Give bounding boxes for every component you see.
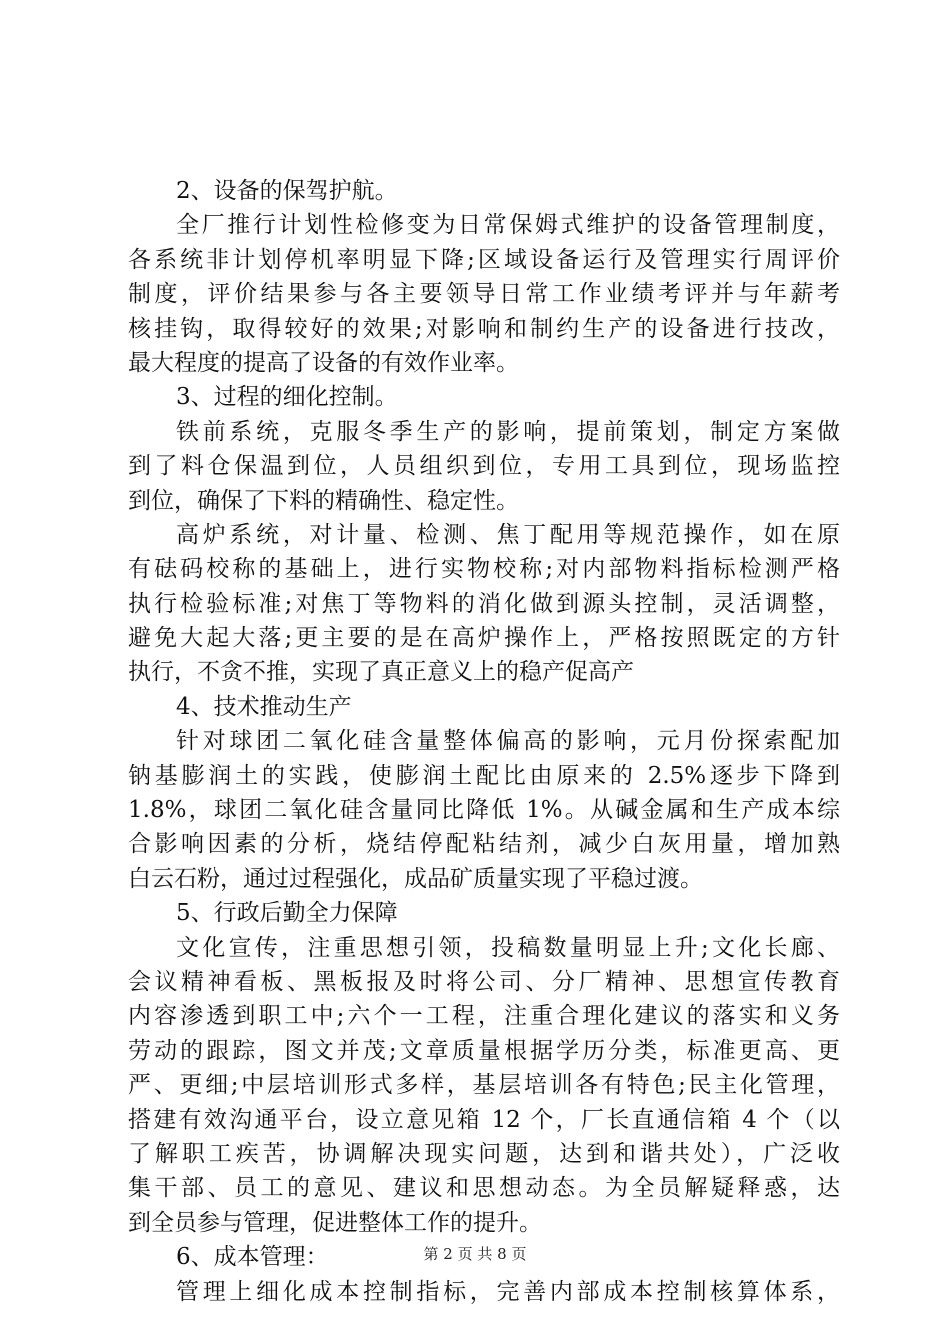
text-line: 4、技术推动生产 [176,693,352,720]
text-line: 执行检验标准;对焦丁等物料的消化做到源头控制，灵活调整， [128,590,840,617]
text-line: 劳动的跟踪，图文并茂;文章质量根据学历分类，标准更高、更 [128,1037,840,1064]
text-line: 文化宣传，注重思想引领，投稿数量明显上升;文化长廊、 [176,934,840,961]
text-line: 钠基膨润土的实践，使膨润土配比由原来的 2.5%逐步下降到 [128,762,840,789]
text-line: 了解职工疾苦，协调解决现实问题，达到和谐共处），广泛收 [128,1140,840,1167]
text-line: 内容渗透到职工中;六个一工程，注重合理化建议的落实和义务 [128,1003,840,1030]
text-line: 1.8%，球团二氧化硅含量同比降低 1%。从碱金属和生产成本综 [128,797,840,824]
text-line: 5、行政后勤全力保障 [176,900,398,927]
text-line: 最大程度的提高了设备的有效作业率。 [128,349,519,376]
text-line: 高炉系统，对计量、检测、焦丁配用等规范操作，如在原 [176,521,840,548]
text-line: 到全员参与管理，促进整体工作的提升。 [128,1209,542,1236]
text-line: 执行，不贪不推，实现了真正意义上的稳产促高产 [128,659,634,686]
text-line: 搭建有效沟通平台，设立意见箱 12 个，厂长直通信箱 4 个（以 [128,1106,840,1133]
text-line: 各系统非计划停机率明显下降;区域设备运行及管理实行周评价 [128,246,840,273]
text-line: 到位，确保了下料的精确性、稳定性。 [128,487,519,514]
text-line: 有砝码校称的基础上，进行实物校称;对内部物料指标检测严格 [128,556,840,583]
text-line: 会议精神看板、黑板报及时将公司、分厂精神、思想宣传教育 [128,968,840,995]
text-line: 3、过程的细化控制。 [176,384,398,411]
text-line: 核挂钩，取得较好的效果;对影响和制约生产的设备进行技改， [128,315,840,342]
text-line: 严、更细;中层培训形式多样，基层培训各有特色;民主化管理， [128,1072,840,1099]
text-line: 白云石粉，通过过程强化，成品矿质量实现了平稳过渡。 [128,865,703,892]
text-line: 铁前系统，克服冬季生产的影响，提前策划，制定方案做 [176,418,840,445]
text-line: 6、成本管理： [176,1244,329,1271]
text-line: 避免大起大落;更主要的是在高炉操作上，严格按照既定的方针 [128,625,840,652]
text-line: 制度，评价结果参与各主要领导日常工作业绩考评并与年薪考 [128,281,840,308]
text-line: 全厂推行计划性检修变为日常保姆式维护的设备管理制度， [176,212,840,239]
text-line: 到了料仓保温到位，人员组织到位，专用工具到位，现场监控 [128,453,840,480]
page-footer: 第 2 页 共 8 页 [423,1245,527,1263]
text-line: 针对球团二氧化硅含量整体偏高的影响，元月份探索配加 [176,728,840,755]
text-line: 集干部、员工的意见、建议和思想动态。为全员解疑释惑，达 [128,1175,840,1202]
text-line: 合影响因素的分析，烧结停配粘结剂，减少白灰用量，增加熟 [128,831,840,858]
text-line: 2、设备的保驾护航。 [176,178,398,204]
document-body [128,174,840,1309]
text-line: 管理上细化成本控制指标，完善内部成本控制核算体系， [176,1278,840,1305]
